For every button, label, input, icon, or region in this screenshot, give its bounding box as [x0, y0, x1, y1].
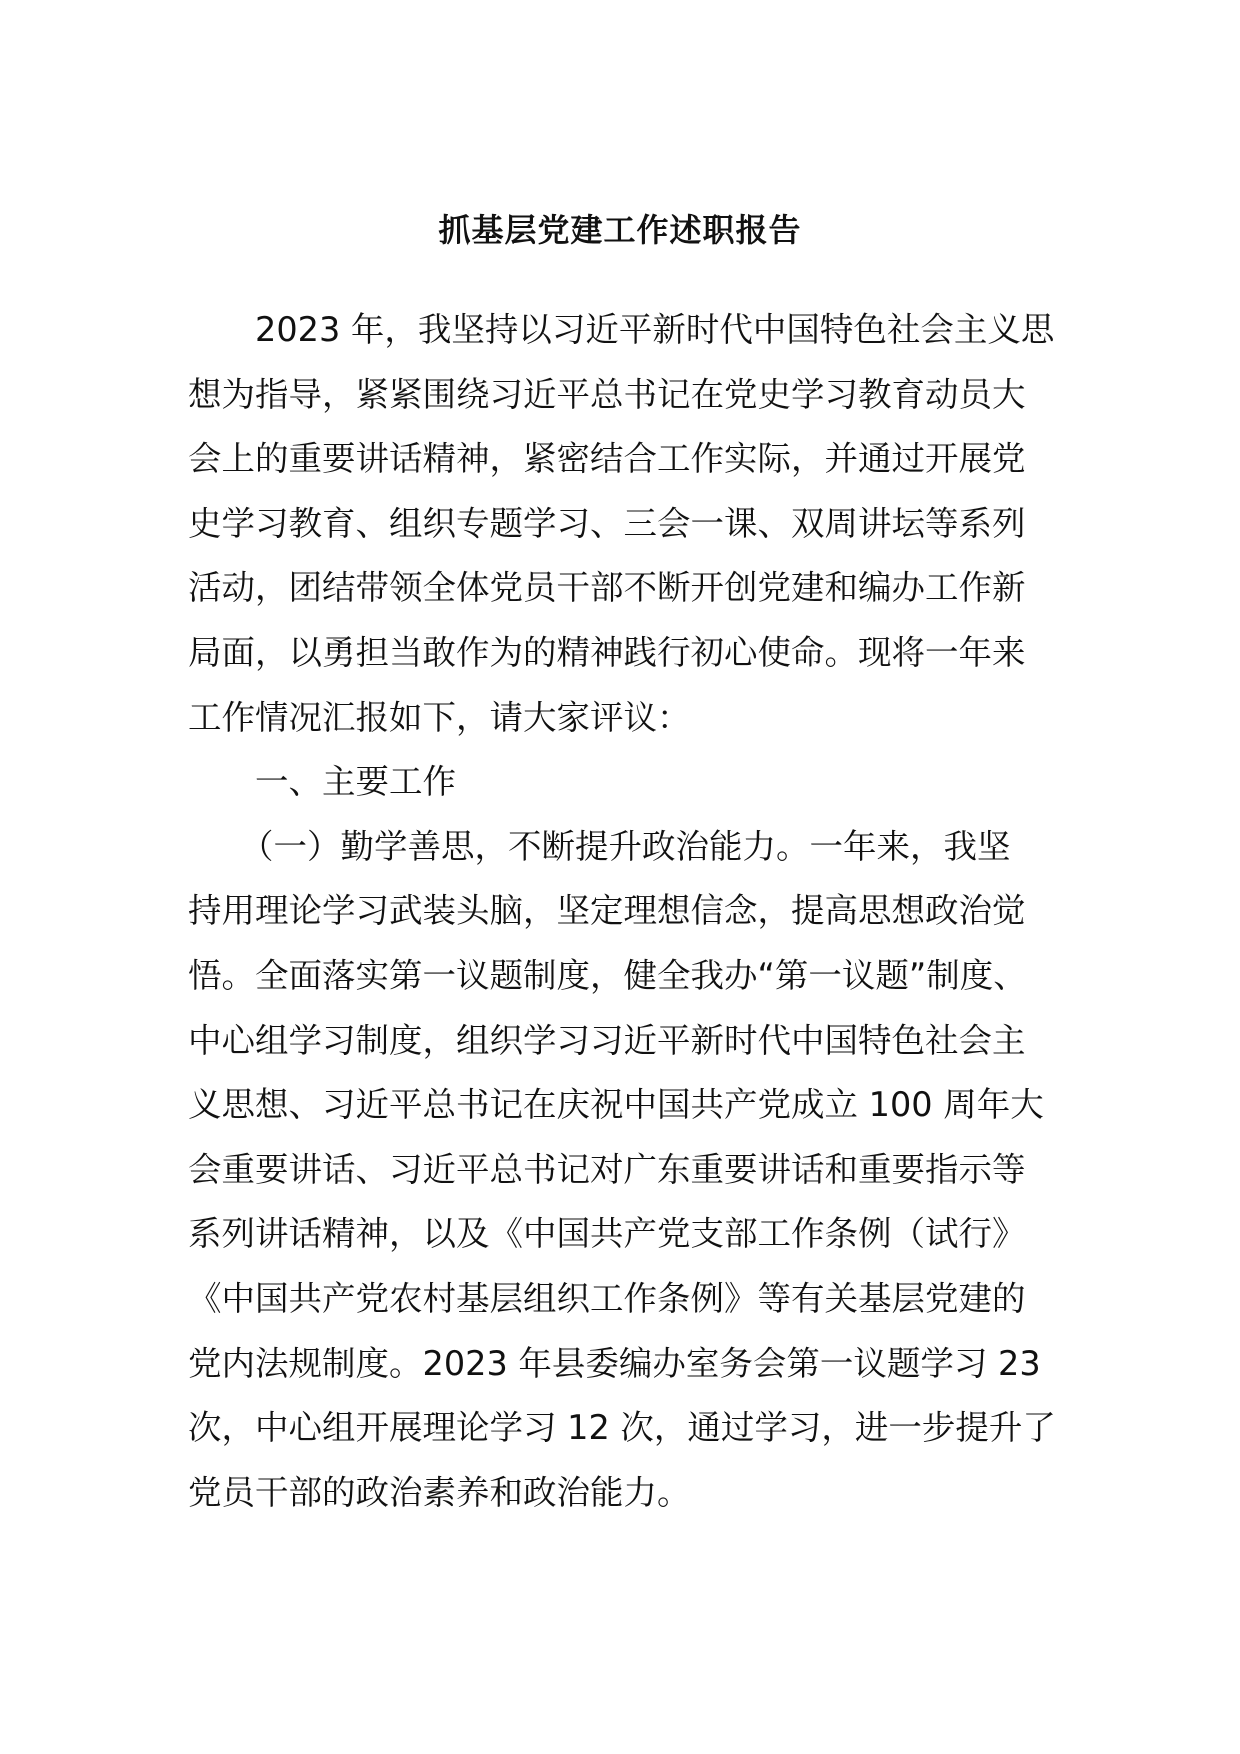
text-line: 想为指导，紧紧围绕习近平总书记在党史学习教育动员大 — [188, 374, 1026, 414]
text-line: 党内法规制度。2023 年县委编办室务会第一议题学习 23 — [188, 1343, 1041, 1383]
text-line: 悟。全面落实第一议题制度，健全我办“第一议题”制度、 — [188, 955, 1027, 995]
text-line: 局面，以勇担当敢作为的精神践行初心使命。现将一年来 — [188, 632, 1026, 672]
text-line: 《中国共产党农村基层组织工作条例》等有关基层党建的 — [188, 1278, 1026, 1318]
document-title: 抓基层党建工作述职报告 — [438, 211, 802, 249]
text-line: 会上的重要讲话精神，紧密结合工作实际，并通过开展党 — [188, 439, 1026, 479]
text-line: 史学习教育、组织专题学习、三会一课、双周讲坛等系列 — [188, 503, 1026, 543]
text-line: 系列讲话精神，以及《中国共产党支部工作条例（试行》 — [188, 1214, 1026, 1254]
section-heading: 一、主要工作 — [255, 762, 456, 802]
text-line: 持用理论学习武装头脑，坚定理想信念，提高思想政治觉 — [188, 891, 1026, 931]
text-line: （一）勤学善思，不断提升政治能力。一年来，我坚 — [240, 826, 1011, 866]
text-line: 2023 年，我坚持以习近平新时代中国特色社会主义思 — [255, 310, 1055, 349]
text-line: 工作情况汇报如下，请大家评议： — [188, 697, 691, 737]
text-line: 会重要讲话、习近平总书记对广东重要讲话和重要指示等 — [188, 1149, 1026, 1189]
text-line: 活动，团结带领全体党员干部不断开创党建和编办工作新 — [188, 568, 1026, 608]
text-line: 中心组学习制度，组织学习习近平新时代中国特色社会主 — [188, 1020, 1026, 1060]
text-line: 党员干部的政治素养和政治能力。 — [188, 1472, 691, 1512]
text-line: 次，中心组开展理论学习 12 次，通过学习，进一步提升了 — [188, 1408, 1056, 1448]
text-line: 义思想、习近平总书记在庆祝中国共产党成立 100 周年大 — [188, 1085, 1044, 1125]
document-body — [188, 298, 1058, 1525]
